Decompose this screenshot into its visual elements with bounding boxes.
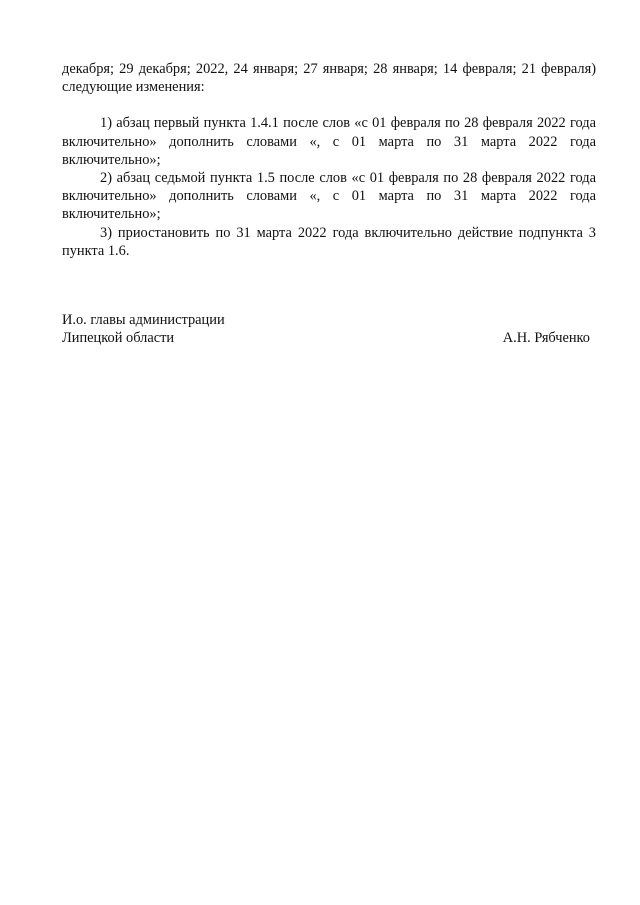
signatory-position-line1: И.о. главы администрации [62, 312, 225, 328]
signatory-position-line2: Липецкой области [62, 330, 175, 347]
amendment-item-1: 1) абзац первый пункта 1.4.1 после слов «с 01 февраля по 28 февраля 2022 года включительно» дополнить словами «, с 01 марта по 31 марта 2022 года включительно»; [62, 115, 596, 168]
signature-line [62, 329, 590, 347]
signatory-name: А.Н. Рябченко [502, 330, 590, 347]
amendment-item-2: 2) абзац седьмой пункта 1.5 после слов «с 01 февраля по 28 февраля 2022 года включительно» дополнить словами «, с 01 марта по 31 марта 2022 года включительно»; [62, 170, 596, 223]
document-body [62, 60, 596, 260]
signature-block [62, 311, 590, 347]
intro-paragraph: декабря; 29 декабря; 2022, 24 января; 27 января; 28 января; 14 февраля; 21 февраля) следующие изменения: [62, 61, 596, 96]
amendment-item-3: 3) приостановить по 31 марта 2022 года включительно действие подпункта 3 пункта 1.6. [62, 224, 596, 259]
